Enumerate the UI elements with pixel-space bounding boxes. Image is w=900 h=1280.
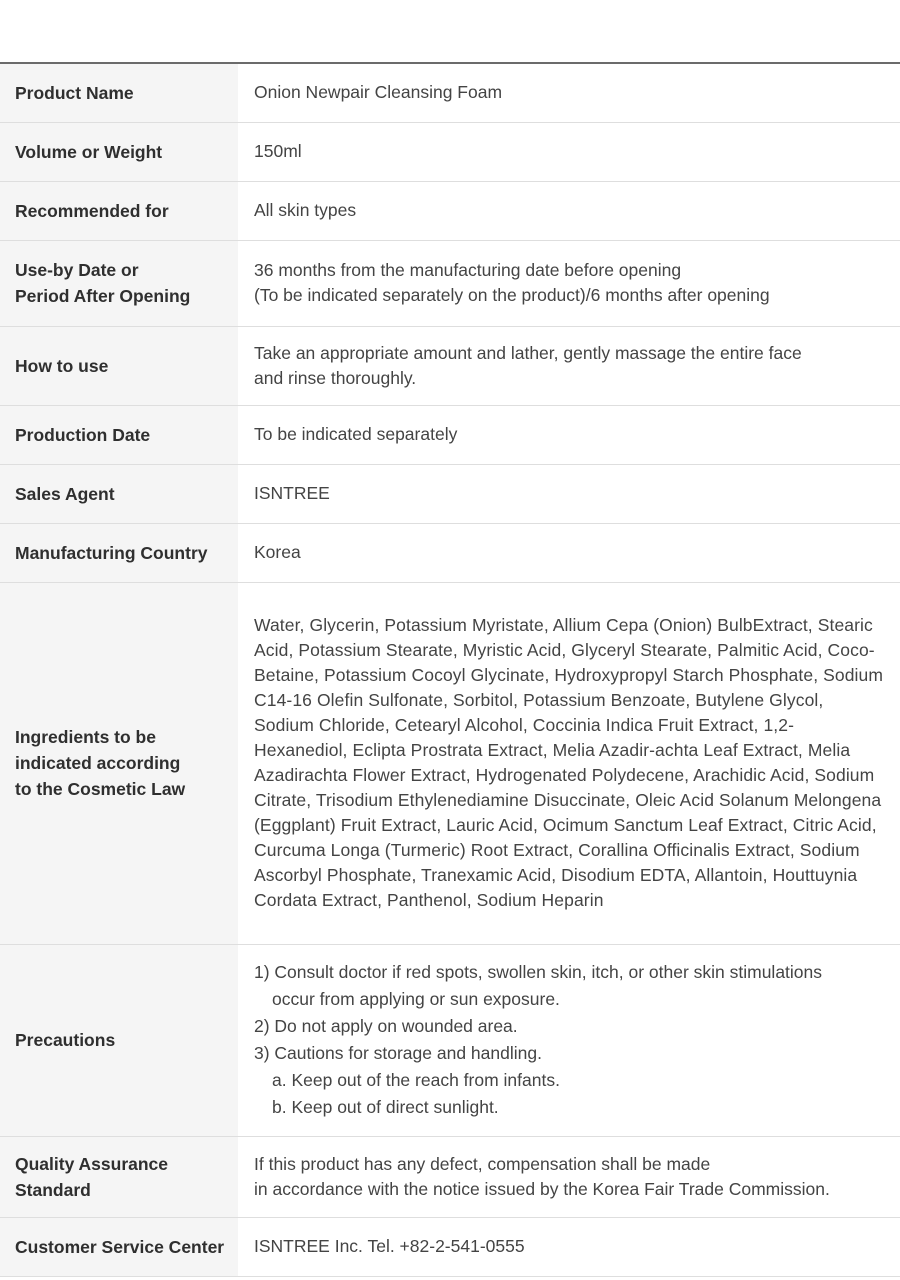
row-how-to-use xyxy=(0,326,900,405)
value-product-name: Onion Newpair Cleansing Foam xyxy=(238,63,900,122)
label-precautions: Precautions xyxy=(0,944,238,1136)
label-volume: Volume or Weight xyxy=(0,122,238,181)
label-how-to-use: How to use xyxy=(0,326,238,405)
label-quality xyxy=(0,1136,238,1217)
row-production-date xyxy=(0,405,900,464)
value-recommended: All skin types xyxy=(238,181,900,240)
value-quality xyxy=(238,1136,900,1217)
value-how-to-use-line: Take an appropriate amount and lather, gently massage the entire face xyxy=(254,342,802,363)
value-how-to-use xyxy=(238,326,900,405)
precaution-line: 2) Do not apply on wounded area. xyxy=(254,1016,518,1036)
top-blank-space xyxy=(0,0,900,62)
label-ingredients-line: to the Cosmetic Law xyxy=(15,779,186,799)
value-use-by-line: (To be indicated separately on the product)/6 months after opening xyxy=(254,285,770,305)
precaution-line: 1) Consult doctor if red spots, swollen skin, itch, or other skin stimulations xyxy=(254,962,823,982)
value-use-by-line: 36 months from the manufacturing date before opening xyxy=(254,260,682,280)
label-customer-service: Customer Service Center xyxy=(0,1217,238,1276)
value-volume: 150ml xyxy=(238,122,900,181)
row-precautions xyxy=(0,944,900,1136)
value-precautions xyxy=(238,944,900,1136)
row-ingredients xyxy=(0,582,900,944)
product-info-table xyxy=(0,62,900,1277)
value-sales-agent: ISNTREE xyxy=(238,464,900,523)
row-quality xyxy=(0,1136,900,1217)
row-manufacturing-country xyxy=(0,523,900,582)
label-sales-agent: Sales Agent xyxy=(0,464,238,523)
label-use-by-line: Period After Opening xyxy=(15,286,191,306)
value-manufacturing-country: Korea xyxy=(238,523,900,582)
row-product-name xyxy=(0,63,900,122)
label-product-name: Product Name xyxy=(0,63,238,122)
precaution-line: b. Keep out of direct sunlight. xyxy=(272,1097,499,1117)
row-volume xyxy=(0,122,900,181)
label-recommended: Recommended for xyxy=(0,181,238,240)
value-ingredients: Water, Glycerin, Potassium Myristate, Allium Cepa (Onion) BulbExtract, Stearic Acid, Potassium Stearate, Myristic Acid, Glyceryl Stearate, Palmitic Acid, Coco-Betaine, Potassium Cocoyl Glycinate, Hydroxypropyl Starch Phosphate, Sodium C14-16 Olefin Sulfonate, Sorbitol, Potassium Benzoate, Butylene Glycol, Sodium Chloride, Cetearyl Alcohol, Coccinia Indica Fruit Extract, 1,2-Hexanediol, Eclipta Prostrata Extract, Melia Azadir-achta Leaf Extract, Melia Azadirachta Flower Extract, Hydrogenated Polydecene, Arachidic Acid, Sodium Citrate, Trisodium Ethylenediamine Disuccinate, Oleic Acid Solanum Melongena (Eggplant) Fruit Extract, Lauric Acid, Ocimum Sanctum Leaf Extract, Citric Acid, Curcuma Longa (Turmeric) Root Extract, Corallina Officinalis Extract, Sodium Ascorbyl Phosphate, Tranexamic Acid, Disodium EDTA, Allantoin, Houttuynia Cordata Extract, Panthenol, Sodium Heparin xyxy=(238,582,900,944)
precaution-line: a. Keep out of the reach from infants. xyxy=(272,1070,560,1090)
row-recommended xyxy=(0,181,900,240)
value-production-date: To be indicated separately xyxy=(238,405,900,464)
row-use-by xyxy=(0,240,900,326)
label-ingredients xyxy=(0,582,238,944)
label-quality-line: Standard xyxy=(15,1179,91,1200)
value-customer-service: ISNTREE Inc. Tel. +82-2-541-0555 xyxy=(238,1217,900,1276)
label-use-by xyxy=(0,240,238,326)
label-manufacturing-country: Manufacturing Country xyxy=(0,523,238,582)
value-quality-line: in accordance with the notice issued by the Korea Fair Trade Commission. xyxy=(254,1178,830,1199)
value-how-to-use-line: and rinse thoroughly. xyxy=(254,367,417,388)
row-sales-agent xyxy=(0,464,900,523)
label-production-date: Production Date xyxy=(0,405,238,464)
label-ingredients-line: Ingredients to be xyxy=(15,727,156,747)
label-ingredients-line: indicated according xyxy=(15,753,181,773)
label-use-by-line: Use-by Date or xyxy=(15,260,139,280)
row-customer-service xyxy=(0,1217,900,1276)
value-quality-line: If this product has any defect, compensation shall be made xyxy=(254,1153,711,1174)
precaution-line: occur from applying or sun exposure. xyxy=(272,989,560,1009)
precaution-line: 3) Cautions for storage and handling. xyxy=(254,1043,542,1063)
label-quality-line: Quality Assurance xyxy=(15,1153,169,1174)
value-use-by xyxy=(238,240,900,326)
